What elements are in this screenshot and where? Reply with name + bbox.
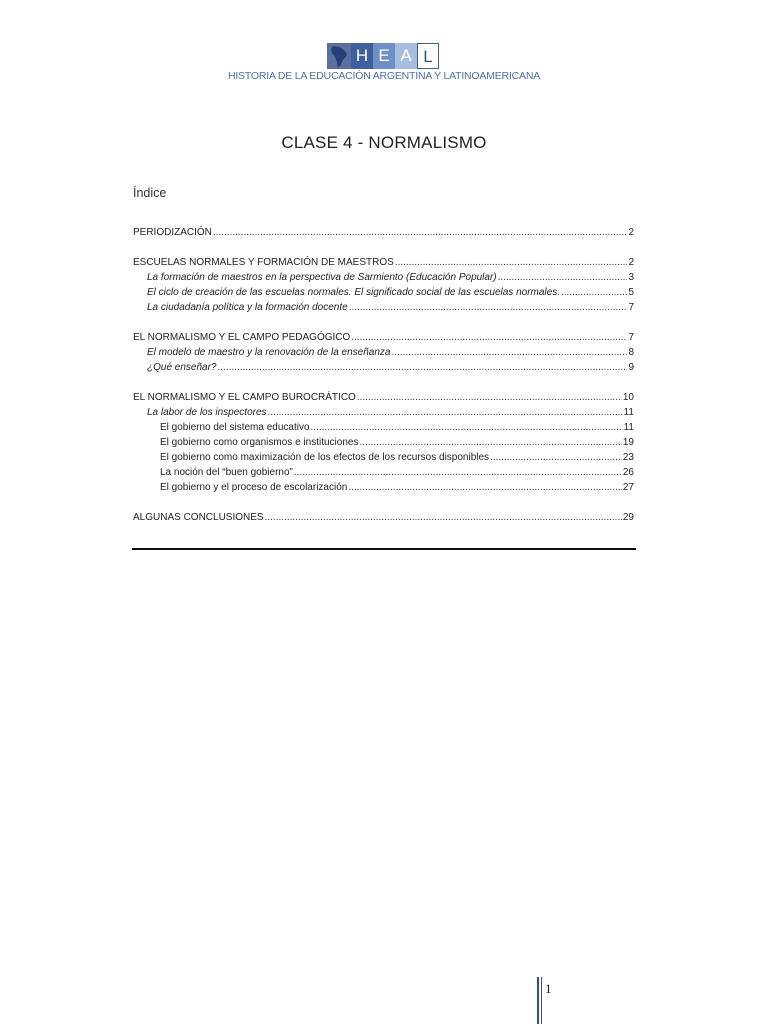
heal-logo <box>327 43 439 69</box>
toc-entry-que-ensenar[interactable] <box>147 360 634 375</box>
toc-entry-text: EL NORMALISMO Y EL CAMPO BUROCRÁTICO <box>133 392 356 403</box>
toc-leader-dots <box>218 360 628 375</box>
logo-letter-h: H <box>351 43 373 69</box>
toc-entry-buen-gobierno[interactable] <box>160 465 634 480</box>
page-bar-thick <box>537 977 539 1024</box>
toc-entry-text: ALGUNAS CONCLUSIONES <box>133 512 264 523</box>
toc-entry-text: El gobierno como maximización de los efectos de los recursos disponibles <box>160 452 490 463</box>
toc-entry-text: EL NORMALISMO Y EL CAMPO PEDAGÓGICO <box>133 332 351 343</box>
toc-leader-dots <box>265 510 622 525</box>
toc-leader-dots <box>349 300 628 315</box>
toc-entry-page: 2 <box>628 227 634 238</box>
toc-entry-text: ¿Qué enseñar? <box>147 362 217 373</box>
toc-entry-page: 19 <box>622 437 634 448</box>
toc-entry-text: El modelo de maestro y la renovación de la enseñanza <box>147 347 391 358</box>
toc-leader-dots <box>498 270 628 285</box>
toc-leader-dots <box>490 450 622 465</box>
toc-leader-dots <box>391 345 627 360</box>
toc-entry-periodizacion[interactable] <box>133 225 634 240</box>
toc-leader-dots <box>357 390 622 405</box>
toc-leader-dots <box>294 465 622 480</box>
toc-entry-text: El gobierno como organismos e instituciones <box>160 437 359 448</box>
toc-entry-conclusiones[interactable] <box>133 510 634 525</box>
toc-entry-campo-burocratico[interactable] <box>133 390 634 405</box>
toc-leader-dots <box>213 225 628 240</box>
logo-letter-l: L <box>417 43 439 69</box>
toc-entry-page: 2 <box>628 257 634 268</box>
index-heading: Índice <box>133 186 167 200</box>
toc-entry-page: 26 <box>622 467 634 478</box>
header-subtitle: HISTORIA DE LA EDUCACIÓN ARGENTINA Y LATINOAMERICANA <box>227 70 541 82</box>
toc-entry-page: 8 <box>628 347 634 358</box>
toc-entry-gobierno-maximizacion[interactable] <box>160 450 634 465</box>
page-number: 1 <box>545 981 552 996</box>
toc-entry-gobierno-sistema[interactable] <box>160 420 634 435</box>
toc-leader-dots <box>268 405 623 420</box>
toc-leader-dots <box>359 435 621 450</box>
toc-entry-page: 11 <box>623 422 634 433</box>
toc-entry-page: 29 <box>622 512 634 523</box>
toc-entry-page: 7 <box>628 332 634 343</box>
toc-leader-dots <box>561 285 627 300</box>
toc-entry-text: La ciudadanía política y la formación docente <box>147 302 348 313</box>
toc-entry-escuelas-normales[interactable] <box>133 255 634 270</box>
toc-leader-dots <box>395 255 628 270</box>
toc-entry-text: El gobierno del sistema educativo <box>160 422 310 433</box>
section-divider <box>132 548 636 550</box>
toc-entry-text: PERIODIZACIÓN <box>133 227 212 238</box>
toc-entry-page: 23 <box>622 452 634 463</box>
toc-entry-text: La labor de los inspectores <box>147 407 267 418</box>
logo-letter-e: E <box>373 43 395 69</box>
toc-entry-page: 3 <box>628 272 634 283</box>
toc-leader-dots <box>311 420 623 435</box>
toc-entry-text: El gobierno y el proceso de escolarización <box>160 482 348 493</box>
toc-entry-text: La formación de maestros en la perspectiva de Sarmiento (Educación Popular) <box>147 272 497 283</box>
toc-entry-page: 7 <box>628 302 634 313</box>
toc-entry-escolarizacion[interactable] <box>160 480 634 495</box>
toc-entry-ciudadania-politica[interactable] <box>147 300 634 315</box>
page-bar-thin <box>541 977 542 1024</box>
toc-entry-text: El ciclo de creación de las escuelas normales. El significado social de las escuelas normales. <box>147 287 560 298</box>
toc-entry-campo-pedagogico[interactable] <box>133 330 634 345</box>
page-title: CLASE 4 - NORMALISMO <box>281 133 487 152</box>
toc-entry-page: 5 <box>628 287 634 298</box>
toc-entry-text: La noción del “buen gobierno” <box>160 467 293 478</box>
toc-entry-page: 27 <box>622 482 634 493</box>
toc-entry-page: 10 <box>622 392 634 403</box>
toc-entry-labor-inspectores[interactable] <box>147 405 634 420</box>
toc-entry-ciclo-creacion[interactable] <box>147 285 634 300</box>
toc-entry-gobierno-organismos[interactable] <box>160 435 634 450</box>
toc-entry-page: 9 <box>628 362 634 373</box>
logo-letter-a: A <box>395 43 417 69</box>
toc-entry-text: ESCUELAS NORMALES Y FORMACIÓN DE MAESTROS <box>133 257 394 268</box>
toc-entry-formacion-sarmiento[interactable] <box>147 270 634 285</box>
toc-entry-modelo-maestro[interactable] <box>147 345 634 360</box>
toc-entry-page: 11 <box>623 407 634 418</box>
toc-leader-dots <box>348 480 622 495</box>
toc-leader-dots <box>351 330 627 345</box>
latin-america-map-icon <box>327 43 351 69</box>
